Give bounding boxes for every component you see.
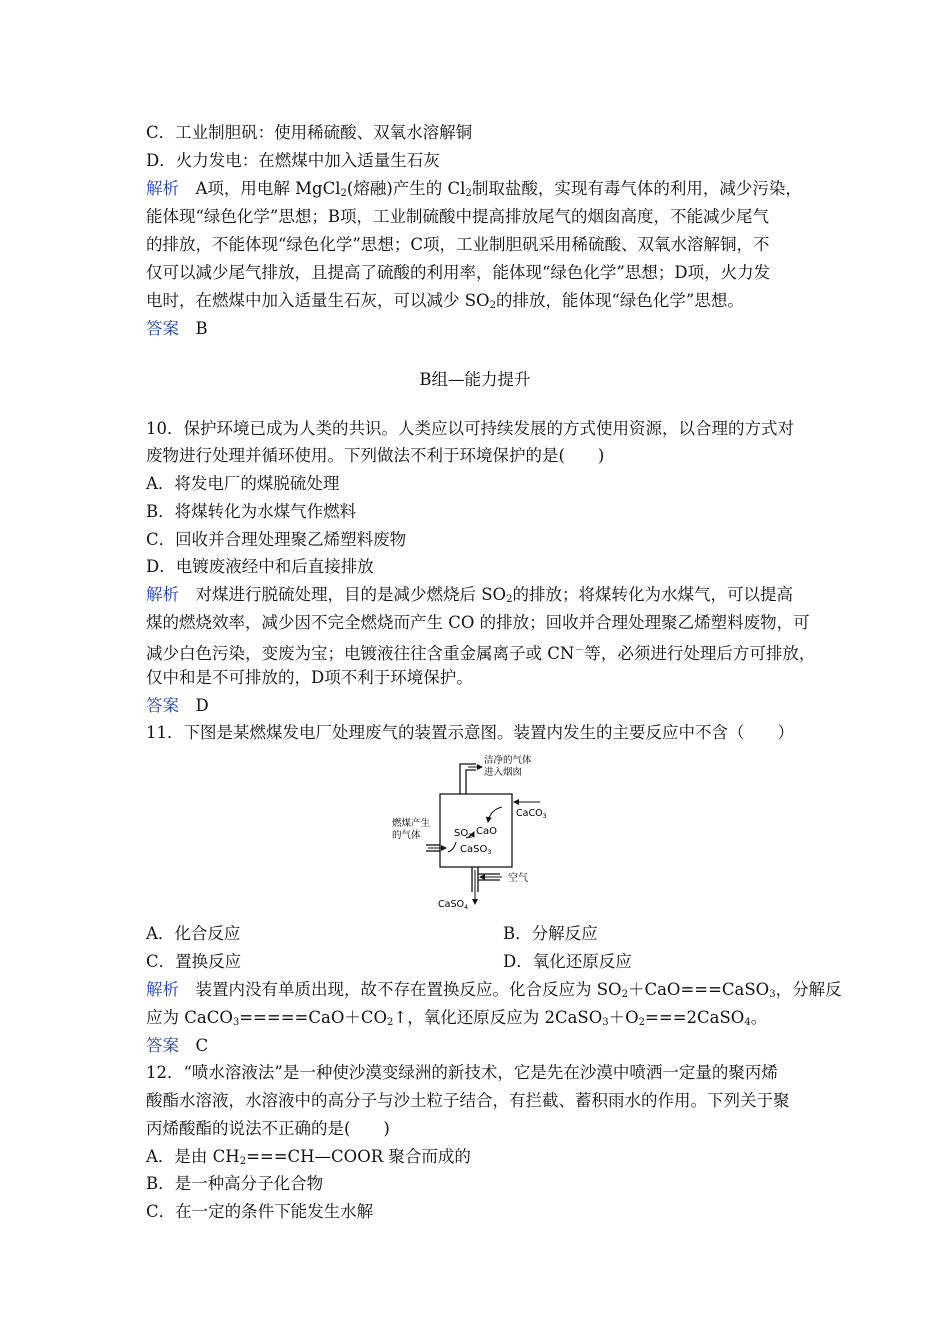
text: ＋CaO===CaSO (627, 980, 770, 999)
subscript: 2 (621, 989, 628, 1000)
q10-stem-line-2: 废物进行处理并循环使用。下列做法不利于环境保护的是( ) (146, 446, 605, 465)
text: A．是由 CH (146, 1147, 240, 1166)
q10-option-b: B．将煤转化为水煤气作燃料 (146, 502, 357, 521)
text: 等，必须进行处理后方可排放， (584, 644, 816, 663)
superscript: － (574, 645, 585, 656)
text: 减少白色污染，变废为宝；电镀液往往含重金属离子或 CN (146, 644, 575, 663)
analysis-label: 解析 (146, 980, 179, 999)
q10-analysis-line-2: 煤的燃烧效率，减少因不完全燃烧而产生 CO 的排放；回收并合理处理聚乙烯塑料废物，可 (146, 613, 810, 632)
so2-arrow (448, 842, 456, 852)
air-label: 空气 (508, 873, 528, 884)
flue-gas-apparatus-diagram (390, 752, 570, 912)
text: ＋O (608, 1008, 639, 1027)
decomposition-arrow (488, 807, 502, 822)
clean-gas-label-2: 进入烟囱 (484, 767, 523, 778)
caco3-label: CaCO$_3$ (516, 808, 547, 820)
q10-answer (146, 696, 209, 716)
q12-stem-line-2: 酸酯水溶液，水溶液中的高分子与沙土粒子结合，有拦截、蓄积雨水的作用。下列关于聚 (146, 1091, 790, 1110)
q12-option-b: B．是一种高分子化合物 (146, 1174, 324, 1193)
answer-value: B (179, 319, 208, 338)
subscript: 2 (239, 1156, 247, 1167)
q12-option-c: C．在一定的条件下能发生水解 (146, 1202, 374, 1221)
caso3-label: CaSO$_3$ (460, 844, 492, 856)
subscript: 2 (465, 188, 472, 199)
q10-analysis-line-4: 仅中和是不可排放的，D项不利于环境保护。 (146, 668, 473, 687)
q10-analysis-line-1 (146, 585, 793, 610)
answer-label: 答案 (146, 696, 179, 715)
subscript: 2 (638, 1017, 646, 1028)
q9-analysis-line-3: 的排放，不能体现“绿色化学”思想；C项，工业制胆矾采用稀硫酸、双氧水溶解铜，不 (146, 235, 770, 254)
subscript: 2 (506, 594, 513, 605)
q10-option-d: D．电镀废液经中和后直接排放 (146, 557, 374, 576)
q12-stem-line-3: 丙烯酸酯的说法不正确的是( ) (146, 1119, 390, 1138)
q11-analysis-line-2 (146, 1008, 767, 1033)
caso4-label: CaSO$_4$ (438, 899, 469, 911)
text: 装置内没有单质出现，故不存在置换反应。化合反应为 SO (179, 980, 622, 999)
text: (熔融)产生的 Cl (346, 179, 466, 198)
q9-analysis-line-2: 能体现“绿色化学”思想；B项，工业制硫酸中提高排放尾气的烟囱高度，不能减少尾气 (146, 207, 769, 226)
subscript: 3 (232, 1017, 240, 1028)
text: ===2CaSO (645, 1008, 745, 1027)
text: 对煤进行脱硫处理，目的是减少燃烧后 SO (179, 585, 507, 604)
answer-label: 答案 (146, 319, 179, 338)
text: 应为 CaCO (146, 1008, 233, 1027)
q10-analysis-line-3 (146, 641, 815, 664)
subscript: 4 (744, 1017, 751, 1028)
text: A项，用电解 MgCl (179, 179, 341, 198)
subscript: 3 (769, 989, 776, 1000)
so2-label: $SO_2$ (454, 828, 473, 840)
flue-gas-label-1: 燃煤产生 (392, 818, 431, 829)
q9-analysis-line-4: 仅可以减少尾气排放，且提高了硫酸的利用率，能体现“绿色化学”思想；D项，火力发 (146, 263, 771, 282)
subscript: 2 (340, 188, 347, 199)
subscript: 3 (602, 1017, 609, 1028)
text: ===CH—COOR 聚合而成的 (246, 1147, 471, 1166)
outlet-pipe (460, 764, 476, 794)
q10-option-a: A．将发电厂的煤脱硫处理 (146, 474, 340, 493)
text: ，分解反 (775, 980, 842, 999)
q10-stem-line-1: 10．保护环境已成为人类的共识。人类应以可持续发展的方式使用资源，以合理的方式对 (146, 419, 794, 438)
q9-option-d: D．火力发电：在燃煤中加入适量生石灰 (146, 151, 440, 170)
q9-answer (146, 319, 208, 339)
q11-option-a: A．化合反应 (146, 924, 241, 943)
cao-label: CaO (476, 826, 497, 837)
analysis-label: 解析 (146, 179, 179, 198)
text: 的排放；将煤转化为水煤气，可以提高 (512, 585, 793, 604)
q11-option-d: D．氧化还原反应 (503, 952, 632, 971)
text: 电时，在燃煤中加入适量生石灰，可以减少 SO (146, 291, 490, 310)
q12-stem-line-1: 12．“喷水溶液法”是一种使沙漠变绿洲的新技术，它是先在沙漠中喷洒一定量的聚丙烯 (146, 1063, 778, 1082)
outlet-pipe-inner (466, 770, 476, 794)
q9-option-c: C．工业制胆矾：使用稀硫酸、双氧水溶解铜 (146, 123, 473, 142)
answer-label: 答案 (146, 1036, 179, 1055)
q11-option-c: C．置换反应 (146, 952, 242, 971)
text: 的排放，能体现“绿色化学”思想。 (495, 291, 744, 310)
subscript: 2 (387, 1017, 394, 1028)
q11-analysis-line-1 (146, 980, 842, 1005)
q9-analysis-line-5 (146, 291, 744, 316)
text: 。 (750, 1008, 768, 1027)
analysis-label: 解析 (146, 585, 179, 604)
answer-value: D (179, 696, 209, 715)
text: 制取盐酸，实现有毒气体的利用，减少污染， (471, 179, 802, 198)
q11-option-b: B．分解反应 (503, 924, 598, 943)
section-title: B组—能力提升 (419, 370, 531, 389)
text: ↑，氧化还原反应为 2CaSO (393, 1008, 603, 1027)
subscript: 2 (489, 300, 496, 311)
q11-stem: 11．下图是某燃煤发电厂处理废气的装置示意图。装置内发生的主要反应中不含（ ） (146, 723, 794, 742)
text: =====CaO＋CO (239, 1008, 388, 1027)
clean-gas-label-1: 洁净的气体 (484, 755, 532, 766)
q10-option-c: C．回收并合理处理聚乙烯塑料废物 (146, 530, 407, 549)
flue-gas-label-2: 的气体 (392, 830, 421, 841)
q11-answer (146, 1036, 208, 1056)
q12-option-a (146, 1147, 471, 1172)
q9-analysis-line-1 (146, 179, 802, 204)
answer-value: C (179, 1036, 209, 1055)
